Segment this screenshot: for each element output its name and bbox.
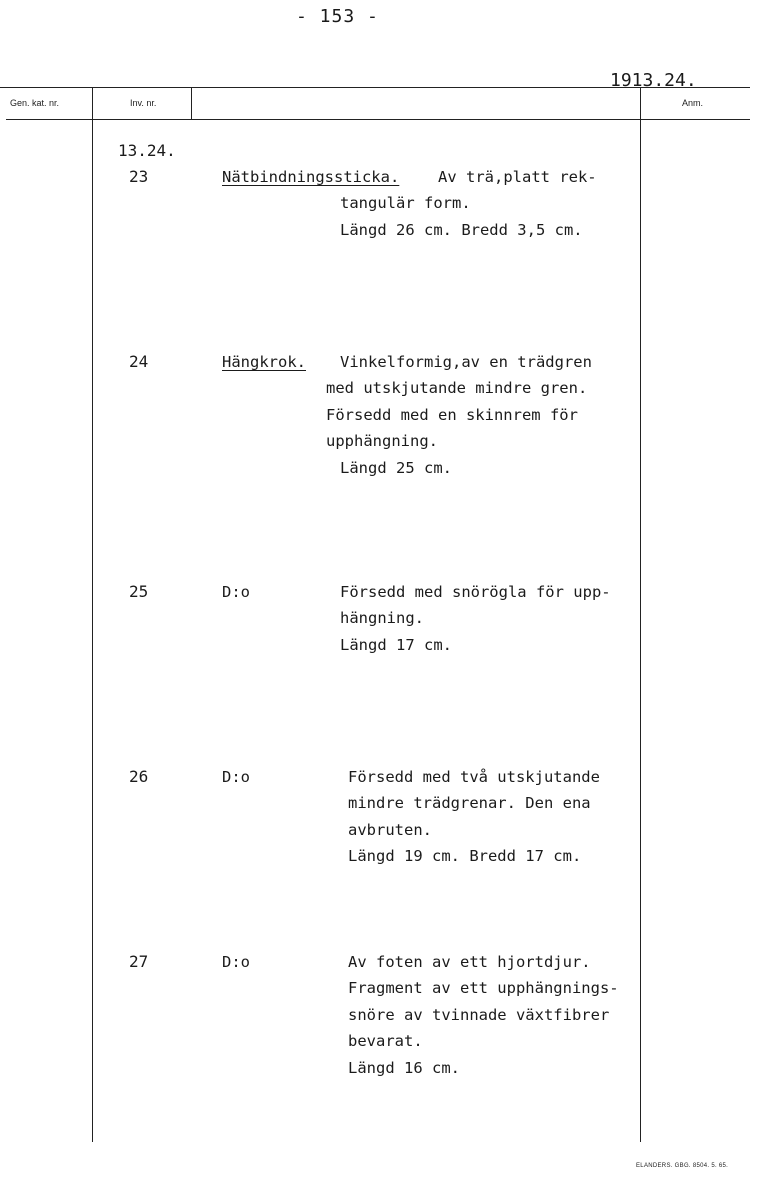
entry-inv-number: 25	[129, 582, 149, 601]
column-label-anm: Anm.	[682, 98, 704, 108]
column-divider-inv-left	[92, 87, 93, 1142]
entry-description-line: mindre trädgrenar. Den ena	[348, 794, 591, 812]
batch-number: 13.24.	[118, 141, 176, 160]
entry-description-line: med utskjutande mindre gren.	[326, 379, 588, 397]
entry-description-line: Längd 16 cm.	[348, 1059, 460, 1077]
entry-description-line: Av foten av ett hjortdjur.	[348, 953, 591, 971]
page-number: - 153 -	[296, 6, 379, 27]
header-top-rule	[0, 87, 750, 88]
entry-inv-number: 27	[129, 952, 149, 971]
entry-description-line: Längd 26 cm. Bredd 3,5 cm.	[340, 221, 583, 239]
year-header: 1913.24.	[610, 70, 697, 91]
column-divider-anm	[640, 87, 641, 1142]
entry-description-line: hängning.	[340, 609, 424, 627]
entry-description-line: Försedd med snörögla för upp-	[340, 583, 611, 601]
entry-title: D:o	[222, 583, 250, 601]
entry-title: Hängkrok.	[222, 353, 306, 371]
entry-description-line: tangulär form.	[340, 194, 471, 212]
entry-description-line: avbruten.	[348, 821, 432, 839]
entry-description-line: Försedd med två utskjutande	[348, 768, 600, 786]
entry-inv-number: 24	[129, 352, 149, 371]
entry-description-line: Av trä,platt rek-	[438, 168, 597, 186]
entry-description-line: upphängning.	[326, 432, 438, 450]
entry-inv-number: 26	[129, 767, 149, 786]
column-divider-inv-right	[191, 87, 192, 119]
entry-description-line: bevarat.	[348, 1032, 423, 1050]
entry-title: D:o	[222, 768, 250, 786]
entry-inv-number: 23	[129, 167, 149, 186]
entry-title: D:o	[222, 953, 250, 971]
entry-description-line: snöre av tvinnade växtfibrer	[348, 1006, 610, 1024]
column-label-gen-kat: Gen. kat. nr.	[10, 98, 60, 108]
entry-title: Nätbindningssticka.	[222, 168, 400, 186]
column-label-inv: Inv. nr.	[130, 98, 157, 108]
entry-description-line: Längd 25 cm.	[340, 459, 452, 477]
entry-description-line: Längd 17 cm.	[340, 636, 452, 654]
printer-mark: ELANDERS. GBG. 8504. 5. 65.	[636, 1163, 729, 1169]
entry-description-line: Vinkelformig,av en trädgren	[340, 353, 592, 371]
entry-description-line: Längd 19 cm. Bredd 17 cm.	[348, 847, 582, 865]
entry-description-line: Försedd med en skinnrem för	[326, 406, 578, 424]
entry-description-line: Fragment av ett upphängnings-	[348, 979, 619, 997]
header-bottom-rule	[6, 119, 750, 120]
